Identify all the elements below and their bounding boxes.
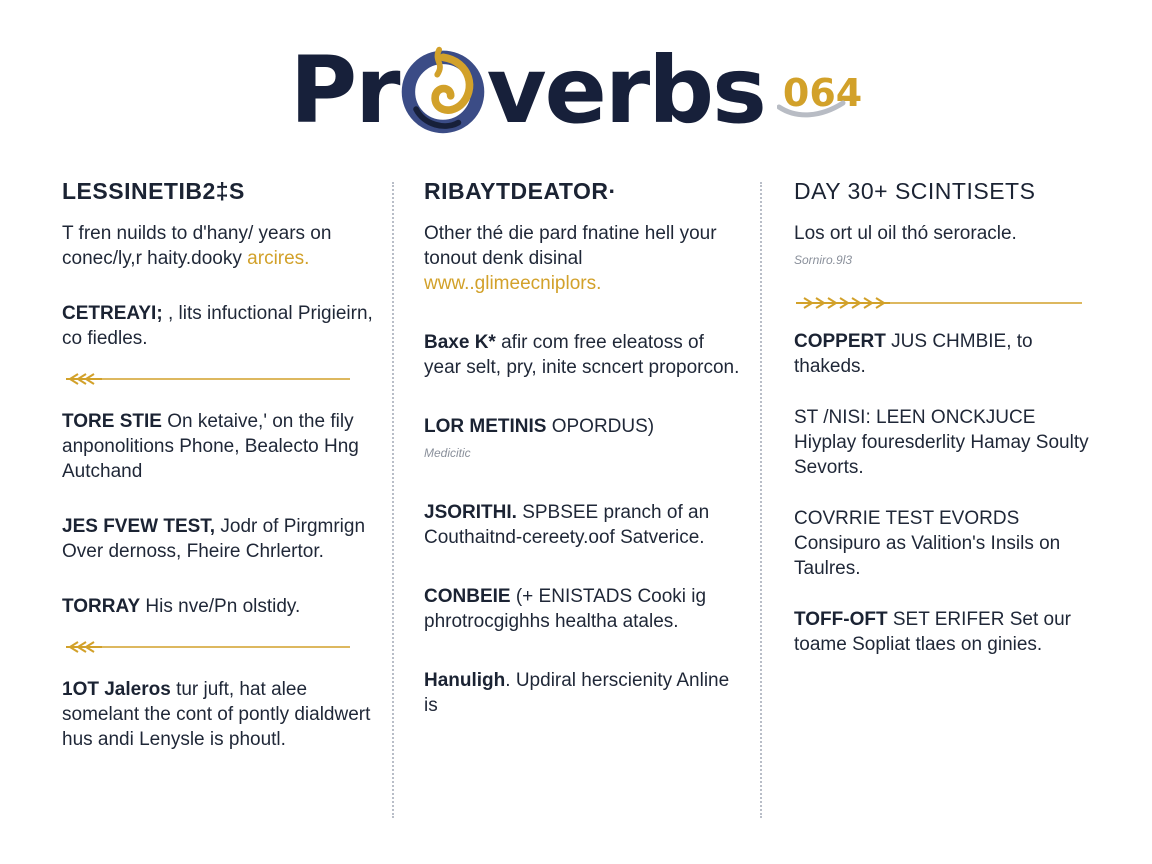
logo-edition-number: 064 (782, 71, 863, 115)
column-1-block-2 (62, 301, 374, 351)
column-1-block-4 (62, 514, 374, 564)
column-2 (394, 178, 760, 818)
block-lead: TOFF-OFT (794, 609, 888, 630)
block-lead: TORRAY (62, 596, 141, 617)
column-3-block-1 (794, 221, 1092, 273)
column-1-block-1 (62, 221, 374, 271)
block-lead: CETREAYI; (62, 303, 163, 324)
block-text: SET ERIFER Set our toame Sopliat tlaes on ginies. (794, 609, 1071, 655)
column-3 (760, 178, 1092, 818)
block-lead: Hanuligh (424, 670, 506, 691)
logo-text-left: Pr (289, 36, 399, 144)
column-1-block-6 (62, 677, 374, 752)
block-lead: 1OT Jaleros (62, 679, 171, 700)
swoosh-icon (777, 97, 847, 119)
block-lead: CONBEIE (424, 586, 511, 607)
column-2-block-6 (424, 668, 740, 718)
swirl-o-icon (395, 42, 491, 138)
column-2-title: RIBAYTDEATOR· (424, 178, 617, 204)
block-lead: LOR METINIS (424, 416, 547, 437)
logo-edition (783, 71, 862, 115)
column-3-block-4 (794, 506, 1092, 581)
wheat-divider-icon (62, 371, 352, 387)
header (0, 30, 1152, 150)
block-text: Other thé die pard fnatine hell your tonout denk disinal (424, 223, 717, 269)
block-text: ST /NISI: LEEN ONCKJUCE Hiyplay fouresderlity Hamay Soulty Sevorts. (794, 407, 1089, 478)
block-caption: Medicitic (424, 446, 471, 460)
block-text: afir com free eleatoss of year selt, pry, inite scncert proporcon. (424, 332, 740, 378)
column-1-block-3 (62, 409, 374, 484)
column-2-block-4 (424, 500, 740, 550)
column-3-title: DAY 30+ SCINTISETS (794, 178, 1036, 204)
block-text: JUS CHMBIE, to thakeds. (794, 331, 1033, 377)
column-3-block-2 (794, 329, 1092, 379)
block-text: Los ort ul oil thó seroracle. (794, 223, 1017, 244)
block-text: (+ ENISTADS Cooki ig phrotrocgighhs healtha atales. (424, 586, 707, 632)
block-highlight: arcires. (247, 248, 310, 269)
logo (290, 37, 863, 144)
wheat-divider-icon (62, 639, 352, 655)
column-2-block-1 (424, 221, 740, 296)
column-1 (62, 178, 394, 818)
block-lead: COPPERT (794, 331, 886, 352)
column-3-block-5 (794, 607, 1092, 657)
block-text: COVRRIE TEST EVORDS Consipuro as Valition's Insils on Taulres. (794, 508, 1061, 579)
column-2-block-2 (424, 330, 740, 380)
column-1-block-5 (62, 594, 374, 619)
logo-wordmark (290, 37, 765, 144)
block-text: T fren nuilds to d'hany/ years on conec/ly,r haity.dooky (62, 223, 332, 269)
columns-container (62, 178, 1092, 818)
column-2-block-5 (424, 584, 740, 634)
column-3-block-3 (794, 405, 1092, 480)
wheat-divider-icon (794, 295, 1084, 311)
block-lead: JSORITHI. (424, 502, 517, 523)
block-lead: JES FVEW TEST, (62, 516, 216, 537)
block-lead: TORE STIE (62, 411, 162, 432)
block-text: On ketaive,' on the fily anponolitions Phone, Bealecto Hng Autchand (62, 411, 359, 482)
block-text: tur juft, hat alee somelant the cont of pontly dialdwert hus andi Lenysle is phoutl. (62, 679, 371, 750)
block-text: OPORDUS) (551, 416, 655, 437)
column-2-block-3 (424, 414, 740, 466)
block-lead: Baxe K* (424, 332, 496, 353)
column-1-title: LESSINETIB2‡S (62, 178, 245, 204)
logo-text-right: verbs (486, 36, 765, 144)
block-text: His nve/Pn olstidy. (145, 596, 301, 617)
block-text: SPBSEE pranch of an Couthaitnd-cereety.oof Satverice. (424, 502, 710, 548)
block-text: . Updiral herscienity Anline is (424, 670, 730, 716)
block-link: www..glimeecniplors. (424, 273, 602, 294)
block-text: , lits infuctional Prigieirn, co fiedles. (62, 303, 373, 349)
block-text: Jodr of Pirgmrign Over dernoss, Fheire Chrlertor. (62, 516, 366, 562)
block-caption: Sorniro.9l3 (794, 253, 853, 267)
